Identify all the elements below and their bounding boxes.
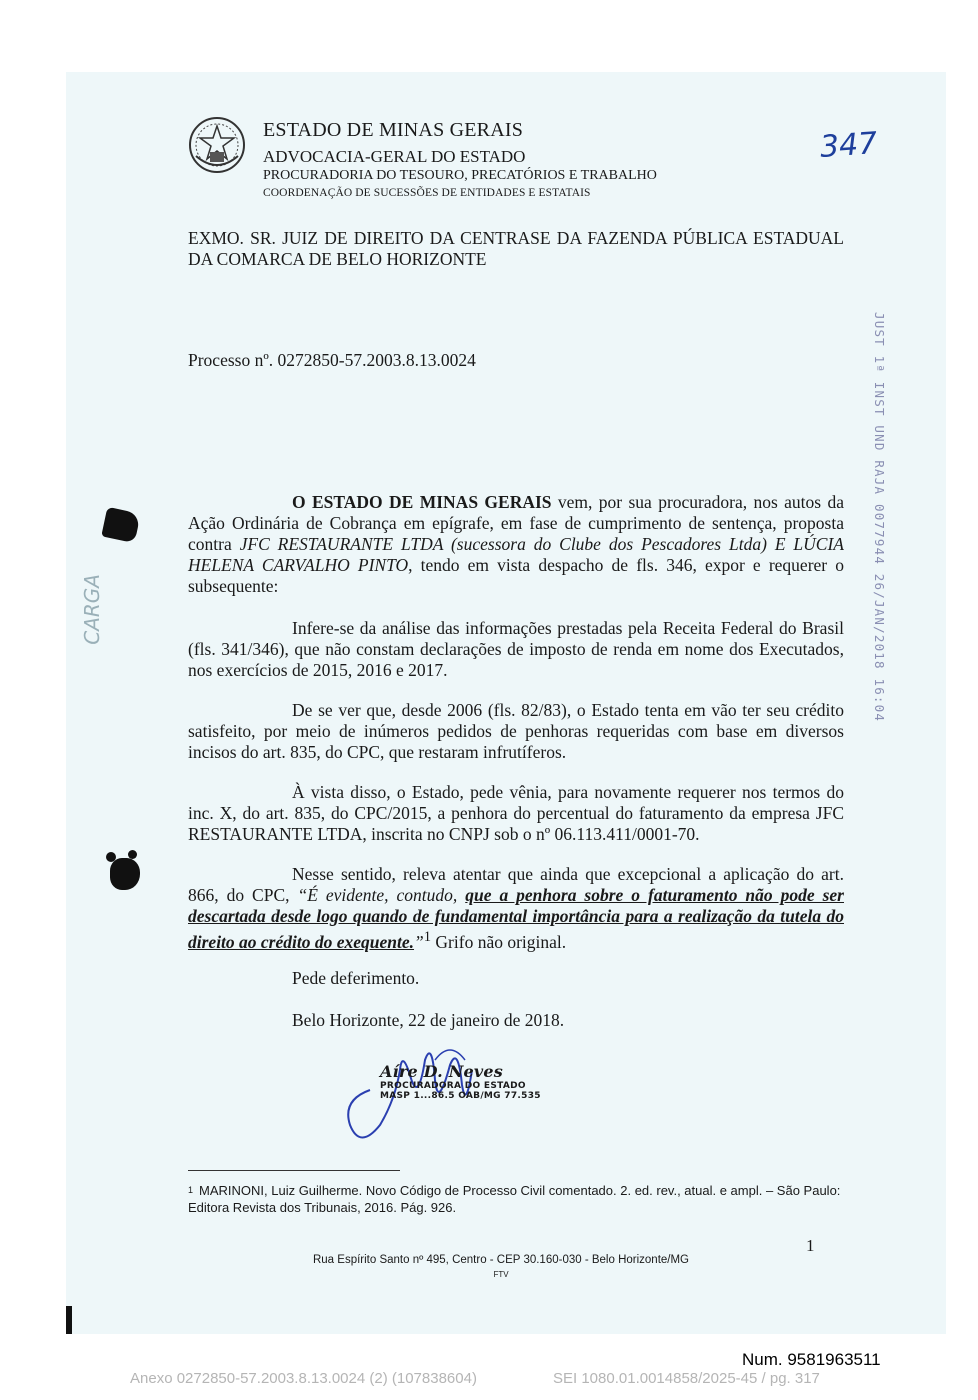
header-agency: ADVOCACIA-GERAL DO ESTADO [263, 147, 526, 166]
scan-mark [66, 1306, 72, 1334]
paragraph-1: O ESTADO DE MINAS GERAIS vem, por sua procuradora, nos autos da Ação Ordinária de Cobrança em epígrafe, em fase de cumprimento de sentença, proposta contra JFC RESTAURANTE LTDA (sucessora do Clube dos Pescadores Ltda) E LÚCIA HELENA CARVALHO PINTO, tendo em vista despacho de fls. 346, expor e requerer o subsequente: [188, 492, 844, 596]
paragraph-5: Nesse sentido, releva atentar que ainda que excepcional a aplicação do art. 866, do CPC, “É evidente, contudo, que a penhora sobre o faturamento não pode ser descartada desde logo quando de fundamental importância para a realização da tutela do direito ao crédito do exequente.”$^1$ Grifo não original. [188, 864, 844, 952]
court-receipt-stamp: JUST 1ª INST UND RAJA 0077944 26/JAN/2018 16:04 [872, 312, 887, 723]
page-number: 1 [806, 1236, 815, 1255]
signer-masp: MASP 1...86.5 OAB/MG 77.535 [380, 1091, 541, 1101]
ink-blot [106, 852, 116, 862]
footnote: $^1$ MARINONI, Luiz Guilherme. Novo Código de Processo Civil comentado. 2. ed. rev., atual. e ampl. – São Paulo: Editora Revista dos Tribunais, 2016. Pág. 926. [188, 1183, 841, 1215]
margin-note: CARGA [80, 574, 104, 645]
footer-address: Rua Espírito Santo nº 495, Centro - CEP 30.160-030 - Belo Horizonte/MG [312, 1254, 690, 1266]
annex-reference: Anexo 0272850-57.2003.8.13.0024 (2) (107838604) [130, 1370, 477, 1387]
state-coat-of-arms-icon [188, 116, 246, 174]
header-coordenacao: COORDENAÇÃO DE SUCESSÕES DE ENTIDADES E ESTATAIS [263, 187, 591, 199]
header-state: ESTADO DE MINAS GERAIS [263, 119, 524, 141]
ink-blot [110, 858, 140, 890]
addressee: EXMO. SR. JUIZ DE DIREITO DA CENTRASE DA FAZENDA PÚBLICA ESTADUAL DA COMARCA DE BELO HORIZONTE [188, 228, 844, 269]
paragraph-4: À vista disso, o Estado, pede vênia, para novamente requerer nos termos do inc. X, do art. 835, do CPC/2015, a penhora do percentual do faturamento da empresa JFC RESTAURANTE LTDA, inscrita no CNPJ sob o nº 06.113.411/0001-70. [188, 782, 844, 844]
signer-role: PROCURADORA DO ESTADO [380, 1081, 526, 1091]
sei-reference: SEI 1080.01.0014858/2025-45 / pg. 317 [553, 1370, 820, 1387]
footer-initials: FTV [493, 1270, 509, 1279]
footnote-rule [188, 1170, 400, 1171]
signature-block [380, 1062, 541, 1101]
closing: Pede deferimento. [292, 968, 420, 988]
ink-blot [128, 850, 137, 859]
signer-name: Aíre D. Neves [380, 1062, 504, 1081]
header-procuradoria: PROCURADORIA DO TESOURO, PRECATÓRIOS E TRABALHO [263, 168, 657, 183]
document-num: Num. 9581963511 [742, 1350, 881, 1369]
paragraph-2: Infere-se da análise das informações prestadas pela Receita Federal do Brasil (fls. 341/346), que não constam declarações de imposto de renda em nome dos Executados, nos exercícios de 2015, 2016 e 2017. [188, 618, 844, 680]
place-date: Belo Horizonte, 22 de janeiro de 2018. [292, 1010, 565, 1030]
handwritten-page-number: 347 [818, 126, 879, 165]
process-number: Processo nº. 0272850-57.2003.8.13.0024 [188, 350, 476, 370]
paragraph-3: De se ver que, desde 2006 (fls. 82/83), o Estado tenta em vão ter seu crédito satisfeito, por meio de inúmeros pedidos de penhoras requeridas com base em diversos incisos do art. 835, do CPC, que restaram infrutíferos. [188, 700, 844, 762]
